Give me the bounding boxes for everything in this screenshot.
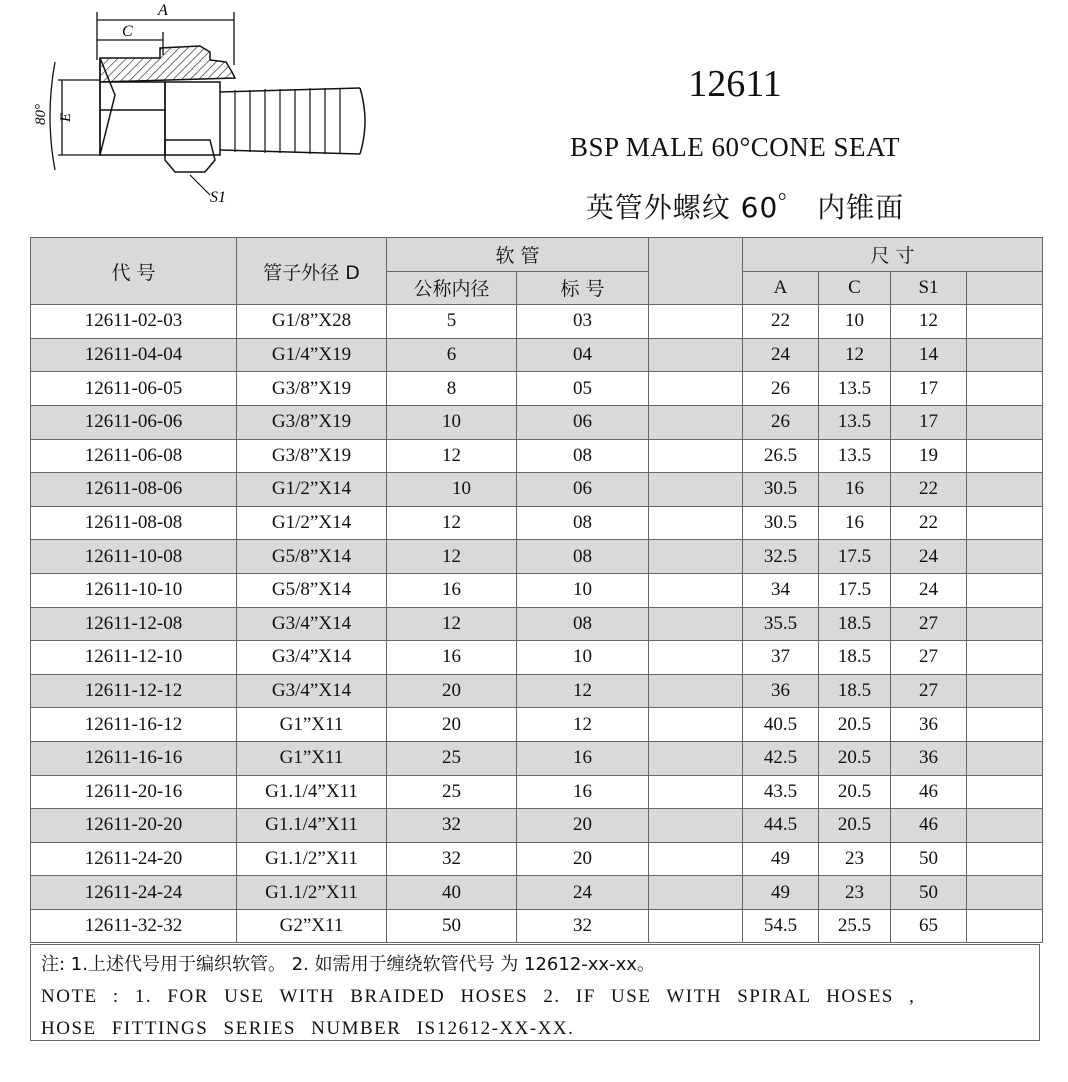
cell-thread: G3/4”X14 [237, 641, 387, 675]
note-english-1: NOTE : 1. FOR USE WITH BRAIDED HOSES 2. IF USE WITH SPIRAL HOSES , [41, 986, 916, 1007]
cell-dim-c: 18.5 [819, 674, 891, 708]
cell-hose-no: 06 [517, 473, 649, 507]
cell-dim-s1: 50 [891, 876, 967, 910]
cell-blank [649, 540, 743, 574]
header-blank [649, 238, 743, 305]
cell-hose-id: 16 [387, 573, 517, 607]
cell-hose-id: 20 [387, 674, 517, 708]
cell-dim-s1: 22 [891, 473, 967, 507]
cell-dim-s1: 24 [891, 573, 967, 607]
cell-thread: G3/8”X19 [237, 439, 387, 473]
cell-dim-blank [967, 876, 1043, 910]
table-row [31, 439, 1043, 473]
dim-label-c: C [122, 23, 133, 40]
cell-dim-blank [967, 405, 1043, 439]
cell-hose-no: 12 [517, 708, 649, 742]
cell-dim-s1: 27 [891, 641, 967, 675]
table-row [31, 674, 1043, 708]
table-row [31, 741, 1043, 775]
cell-blank [649, 809, 743, 843]
cell-hose-id: 40 [387, 876, 517, 910]
dim-label-e: E [58, 112, 74, 122]
table-row [31, 842, 1043, 876]
cell-dim-c: 23 [819, 876, 891, 910]
table-row [31, 708, 1043, 742]
cell-dim-a: 49 [743, 842, 819, 876]
cell-dim-s1: 50 [891, 842, 967, 876]
cell-blank [649, 372, 743, 406]
dim-label-angle: 80° [33, 104, 49, 125]
cell-thread: G3/4”X14 [237, 607, 387, 641]
cell-blank [649, 708, 743, 742]
cell-code: 12611-08-06 [31, 473, 237, 507]
cell-dim-blank [967, 741, 1043, 775]
cell-code: 12611-10-08 [31, 540, 237, 574]
cell-dim-s1: 17 [891, 372, 967, 406]
cell-blank [649, 405, 743, 439]
header-dim-blank [967, 271, 1043, 305]
cell-thread: G1/2”X14 [237, 506, 387, 540]
cell-dim-blank [967, 674, 1043, 708]
cell-hose-id: 16 [387, 641, 517, 675]
cell-hose-id: 5 [387, 305, 517, 339]
cell-dim-a: 34 [743, 573, 819, 607]
cell-dim-s1: 65 [891, 909, 967, 943]
cell-dim-c: 17.5 [819, 573, 891, 607]
cell-dim-blank [967, 372, 1043, 406]
table-row [31, 540, 1043, 574]
cell-code: 12611-20-20 [31, 809, 237, 843]
cell-dim-a: 26 [743, 372, 819, 406]
cell-hose-no: 16 [517, 775, 649, 809]
cell-dim-s1: 22 [891, 506, 967, 540]
cell-dim-blank [967, 473, 1043, 507]
cell-blank [649, 338, 743, 372]
cell-blank [649, 305, 743, 339]
cell-hose-no: 08 [517, 607, 649, 641]
cell-dim-blank [967, 809, 1043, 843]
table-row [31, 305, 1043, 339]
header-hose-no: 标 号 [517, 271, 649, 305]
part-number-title: 12611 [688, 63, 782, 105]
table-row [31, 809, 1043, 843]
table-row [31, 641, 1043, 675]
table-row [31, 607, 1043, 641]
cell-dim-c: 17.5 [819, 540, 891, 574]
cell-dim-blank [967, 540, 1043, 574]
cell-blank [649, 607, 743, 641]
cell-hose-no: 06 [517, 405, 649, 439]
cell-code: 12611-08-08 [31, 506, 237, 540]
cell-hose-id: 6 [387, 338, 517, 372]
cell-dim-s1: 14 [891, 338, 967, 372]
cell-dim-c: 16 [819, 506, 891, 540]
cell-dim-c: 13.5 [819, 372, 891, 406]
header-dim-s1: S1 [891, 271, 967, 305]
spec-table [30, 237, 1043, 943]
table-row [31, 372, 1043, 406]
cell-dim-blank [967, 708, 1043, 742]
cell-blank [649, 775, 743, 809]
notes-box [30, 944, 1040, 1041]
cell-code: 12611-16-12 [31, 708, 237, 742]
cell-hose-id: 10 [387, 405, 517, 439]
cell-dim-a: 40.5 [743, 708, 819, 742]
cell-thread: G1/4”X19 [237, 338, 387, 372]
cell-dim-a: 26 [743, 405, 819, 439]
cell-hose-id: 12 [387, 540, 517, 574]
cell-blank [649, 439, 743, 473]
cell-dim-c: 18.5 [819, 607, 891, 641]
cell-hose-no: 08 [517, 506, 649, 540]
cell-dim-c: 20.5 [819, 775, 891, 809]
cell-blank [649, 842, 743, 876]
cell-dim-a: 42.5 [743, 741, 819, 775]
cell-dim-s1: 36 [891, 741, 967, 775]
cell-dim-c: 25.5 [819, 909, 891, 943]
cell-dim-s1: 46 [891, 809, 967, 843]
cell-hose-id: 25 [387, 775, 517, 809]
cell-hose-no: 20 [517, 809, 649, 843]
cell-dim-a: 30.5 [743, 473, 819, 507]
cell-hose-no: 04 [517, 338, 649, 372]
cell-dim-a: 22 [743, 305, 819, 339]
table-row [31, 909, 1043, 943]
cell-code: 12611-06-08 [31, 439, 237, 473]
cell-dim-c: 13.5 [819, 405, 891, 439]
cell-hose-id: 32 [387, 809, 517, 843]
cell-code: 12611-32-32 [31, 909, 237, 943]
cell-code: 12611-20-16 [31, 775, 237, 809]
header-code: 代 号 [31, 238, 237, 305]
cell-dim-blank [967, 641, 1043, 675]
cell-code: 12611-12-10 [31, 641, 237, 675]
chinese-title: 英管外螺纹 60゜ 内锥面 [585, 191, 905, 224]
cell-hose-no: 03 [517, 305, 649, 339]
cell-dim-c: 10 [819, 305, 891, 339]
table-row [31, 876, 1043, 910]
cell-dim-s1: 19 [891, 439, 967, 473]
cell-dim-a: 32.5 [743, 540, 819, 574]
cell-dim-c: 16 [819, 473, 891, 507]
fitting-drawing [33, 0, 400, 215]
cell-hose-id: 25 [387, 741, 517, 775]
cell-dim-a: 35.5 [743, 607, 819, 641]
cell-hose-id: 12 [387, 607, 517, 641]
cell-hose-no: 12 [517, 674, 649, 708]
cell-dim-c: 20.5 [819, 708, 891, 742]
cell-dim-blank [967, 338, 1043, 372]
cell-hose-no: 08 [517, 439, 649, 473]
dim-label-s1: S1 [210, 189, 226, 206]
cell-dim-blank [967, 775, 1043, 809]
cell-dim-blank [967, 506, 1043, 540]
cell-hose-no: 16 [517, 741, 649, 775]
cell-dim-c: 20.5 [819, 809, 891, 843]
cell-hose-id: 12 [387, 506, 517, 540]
cell-dim-c: 12 [819, 338, 891, 372]
cell-thread: G1.1/2”X11 [237, 876, 387, 910]
cell-blank [649, 573, 743, 607]
header-dimensions: 尺 寸 [743, 238, 1043, 272]
cell-code: 12611-16-16 [31, 741, 237, 775]
table-row [31, 473, 1043, 507]
cell-hose-no: 08 [517, 540, 649, 574]
cell-code: 12611-12-12 [31, 674, 237, 708]
cell-dim-a: 30.5 [743, 506, 819, 540]
cell-thread: G1/8”X28 [237, 305, 387, 339]
cell-dim-s1: 36 [891, 708, 967, 742]
cell-dim-s1: 24 [891, 540, 967, 574]
cell-thread: G1”X11 [237, 741, 387, 775]
cell-dim-blank [967, 305, 1043, 339]
cell-blank [649, 876, 743, 910]
cell-code: 12611-06-05 [31, 372, 237, 406]
cell-dim-a: 54.5 [743, 909, 819, 943]
cell-hose-no: 32 [517, 909, 649, 943]
cell-hose-no: 24 [517, 876, 649, 910]
cell-code: 12611-24-24 [31, 876, 237, 910]
cell-hose-no: 10 [517, 641, 649, 675]
cell-dim-blank [967, 909, 1043, 943]
table-row [31, 506, 1043, 540]
cell-hose-id: 10 [387, 473, 517, 507]
cell-hose-id: 32 [387, 842, 517, 876]
cell-code: 12611-24-20 [31, 842, 237, 876]
dim-label-a: A [158, 2, 168, 19]
table-row [31, 405, 1043, 439]
cell-dim-s1: 27 [891, 607, 967, 641]
cell-thread: G1”X11 [237, 708, 387, 742]
cell-dim-a: 44.5 [743, 809, 819, 843]
cell-dim-blank [967, 842, 1043, 876]
header-hose: 软 管 [387, 238, 649, 272]
cell-thread: G5/8”X14 [237, 573, 387, 607]
table-row [31, 573, 1043, 607]
cell-dim-a: 37 [743, 641, 819, 675]
cell-hose-id: 20 [387, 708, 517, 742]
cell-dim-s1: 27 [891, 674, 967, 708]
cell-dim-blank [967, 607, 1043, 641]
cell-dim-a: 26.5 [743, 439, 819, 473]
cell-dim-a: 49 [743, 876, 819, 910]
cell-hose-no: 05 [517, 372, 649, 406]
cell-blank [649, 641, 743, 675]
english-title: BSP MALE 60°CONE SEAT [569, 132, 901, 162]
cell-dim-a: 36 [743, 674, 819, 708]
cell-blank [649, 506, 743, 540]
cell-dim-c: 23 [819, 842, 891, 876]
header-dim-c: C [819, 271, 891, 305]
cell-dim-c: 13.5 [819, 439, 891, 473]
cell-dim-a: 43.5 [743, 775, 819, 809]
cell-blank [649, 741, 743, 775]
cell-dim-s1: 46 [891, 775, 967, 809]
cell-code: 12611-12-08 [31, 607, 237, 641]
cell-code: 12611-02-03 [31, 305, 237, 339]
table-row [31, 775, 1043, 809]
cell-hose-id: 50 [387, 909, 517, 943]
header-dim-a: A [743, 271, 819, 305]
note-english-2: HOSE FITTINGS SERIES NUMBER IS12612-XX-XX. [41, 1018, 575, 1039]
note-chinese: 注: 1.上述代号用于编织软管。 2. 如需用于缠绕软管代号 为 12612-xx-xx。 [41, 954, 655, 975]
cell-blank [649, 473, 743, 507]
cell-dim-blank [967, 439, 1043, 473]
cell-thread: G1.1/4”X11 [237, 809, 387, 843]
cell-thread: G2”X11 [237, 909, 387, 943]
cell-blank [649, 909, 743, 943]
cell-thread: G3/8”X19 [237, 372, 387, 406]
cell-thread: G3/4”X14 [237, 674, 387, 708]
cell-code: 12611-04-04 [31, 338, 237, 372]
cell-hose-id: 12 [387, 439, 517, 473]
cell-dim-a: 24 [743, 338, 819, 372]
cell-code: 12611-06-06 [31, 405, 237, 439]
cell-thread: G3/8”X19 [237, 405, 387, 439]
cell-dim-c: 18.5 [819, 641, 891, 675]
cell-blank [649, 674, 743, 708]
cell-hose-id: 8 [387, 372, 517, 406]
cell-dim-s1: 12 [891, 305, 967, 339]
cell-dim-s1: 17 [891, 405, 967, 439]
cell-hose-no: 20 [517, 842, 649, 876]
cell-dim-blank [967, 573, 1043, 607]
cell-thread: G1/2”X14 [237, 473, 387, 507]
table-row [31, 338, 1043, 372]
header-pipe-od: 管子外径 D [237, 238, 387, 305]
cell-thread: G1.1/2”X11 [237, 842, 387, 876]
cell-dim-c: 20.5 [819, 741, 891, 775]
cell-thread: G1.1/4”X11 [237, 775, 387, 809]
cell-code: 12611-10-10 [31, 573, 237, 607]
cell-thread: G5/8”X14 [237, 540, 387, 574]
cell-hose-no: 10 [517, 573, 649, 607]
header-hose-id: 公称内径 [387, 271, 517, 305]
